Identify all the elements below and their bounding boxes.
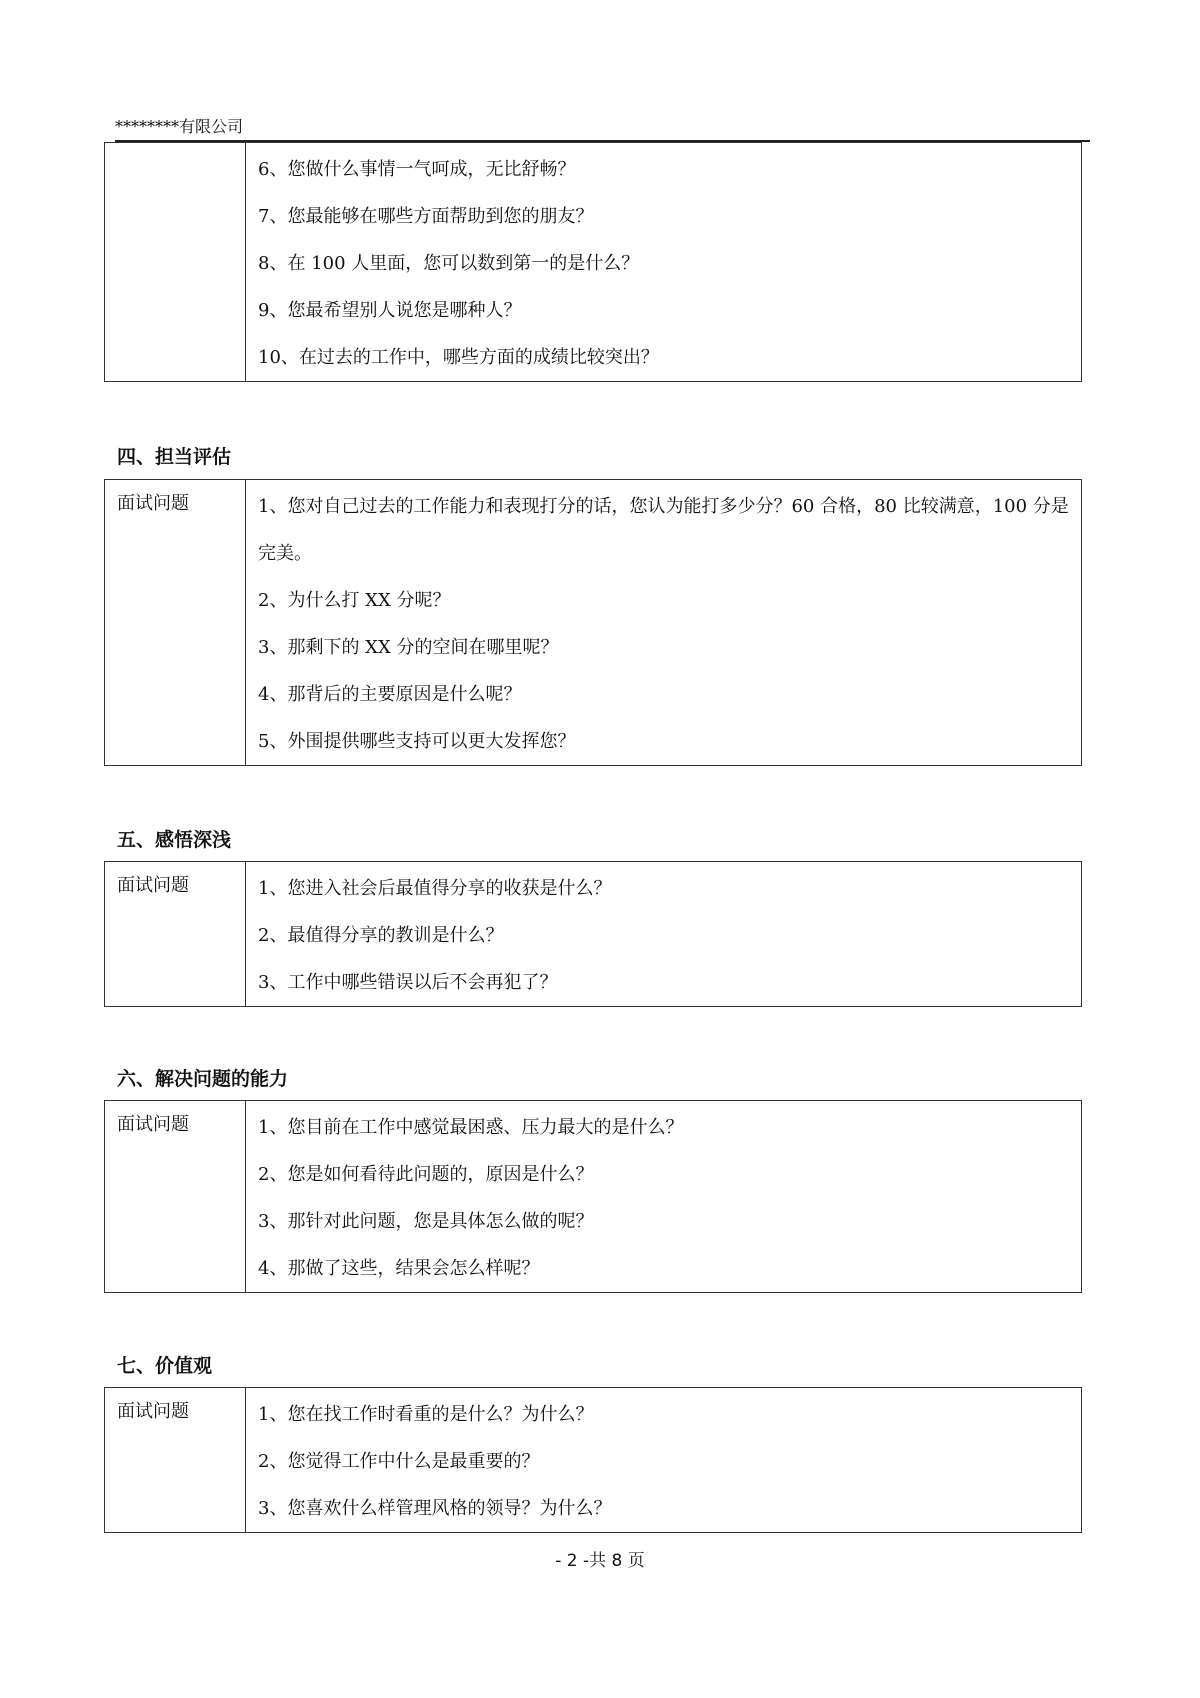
table-label-cell: 面试问题: [105, 480, 246, 766]
question-table-section6: [104, 1100, 1082, 1293]
question-item: 9、您最希望别人说您是哪种人？: [258, 300, 522, 321]
section-title: 六、解决问题的能力: [117, 1068, 289, 1090]
question-item: 2、为什么打 XX 分呢？: [258, 590, 451, 611]
question-list: [246, 480, 1082, 766]
question-list: [246, 862, 1082, 1007]
question-item: 1、您进入社会后最值得分享的收获是什么？: [258, 878, 612, 899]
question-item: 1、您在找工作时看重的是什么？为什么？: [258, 1404, 594, 1425]
question-item: 3、您喜欢什么样管理风格的领导？为什么？: [258, 1498, 612, 1519]
section-title: 七、价值观: [117, 1355, 213, 1377]
question-item: 4、那做了这些，结果会怎么样呢？: [258, 1258, 540, 1279]
question-item: 10、在过去的工作中，哪些方面的成绩比较突出？: [258, 347, 659, 368]
question-table-section4: [104, 479, 1082, 766]
table-label-cell: 面试问题: [105, 1388, 246, 1533]
table-label-cell: [105, 143, 246, 382]
question-item: 6、您做什么事情一气呵成，无比舒畅？: [258, 159, 576, 180]
table-label-cell: 面试问题: [105, 862, 246, 1007]
page-header: [115, 116, 1090, 142]
company-name: ********有限公司: [115, 117, 244, 136]
question-item: 2、您是如何看待此问题的，原因是什么？: [258, 1164, 594, 1185]
question-item: 8、在 100 人里面，您可以数到第一的是什么？: [258, 253, 640, 274]
question-list: [246, 1101, 1082, 1293]
question-item: 3、那针对此问题，您是具体怎么做的呢？: [258, 1211, 594, 1232]
question-table-continued: [104, 142, 1082, 382]
section-title: 四、担当评估: [117, 446, 232, 468]
question-item: 5、外围提供哪些支持可以更大发挥您？: [258, 731, 576, 752]
question-item: 4、那背后的主要原因是什么呢？: [258, 684, 522, 705]
question-item: 2、您觉得工作中什么是最重要的？: [258, 1451, 540, 1472]
question-table-section5: [104, 861, 1082, 1007]
question-item: 3、那剩下的 XX 分的空间在哪里呢？: [258, 637, 559, 658]
question-table-section7: [104, 1387, 1082, 1533]
section-title: 五、感悟深浅: [117, 829, 232, 851]
question-list: [246, 1388, 1082, 1533]
question-item: 7、您最能够在哪些方面帮助到您的朋友？: [258, 206, 594, 227]
question-item: 1、您目前在工作中感觉最困惑、压力最大的是什么？: [258, 1117, 684, 1138]
question-item: 1、您对自己过去的工作能力和表现打分的话，您认为能打多少分？60 合格，80 比较满意，100 分是完美。: [258, 496, 1069, 564]
question-list: [246, 143, 1082, 382]
page-number: - 2 -共 8 页: [555, 1551, 645, 1571]
question-item: 2、最值得分享的教训是什么？: [258, 925, 504, 946]
table-label-cell: 面试问题: [105, 1101, 246, 1293]
question-item: 3、工作中哪些错误以后不会再犯了？: [258, 972, 558, 993]
